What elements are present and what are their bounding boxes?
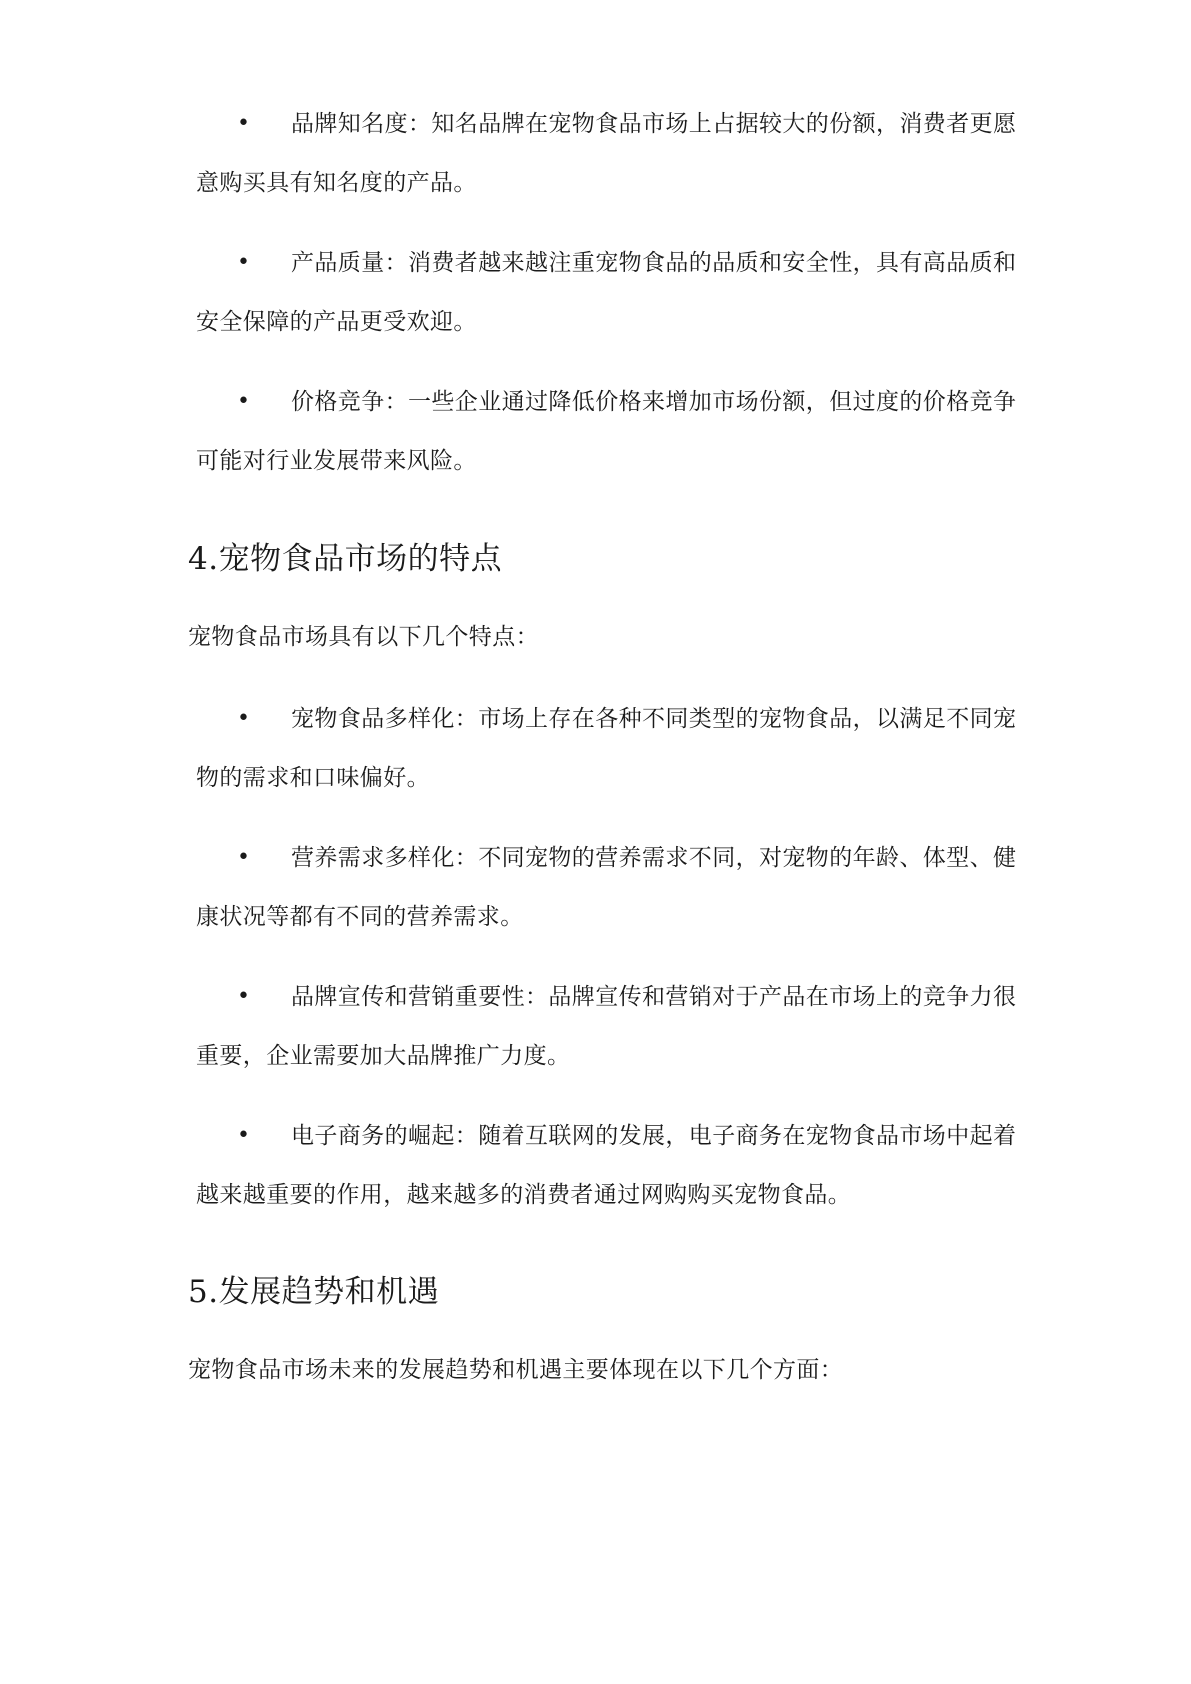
list-item-text-continued: 重要，企业需要加大品牌推广力度。 — [196, 1043, 571, 1069]
bullet-icon: • — [237, 389, 250, 414]
section-heading-4: 4.宠物食品市场的特点 — [188, 541, 503, 577]
bullet-icon: • — [237, 111, 250, 136]
bullet-icon: • — [237, 706, 250, 731]
list-item-text-continued: 物的需求和口味偏好。 — [196, 765, 430, 791]
bullet-icon: • — [237, 1123, 250, 1148]
list-item-text: 品牌知名度：知名品牌在宠物食品市场上占据较大的份额，消费者更愿 — [291, 111, 1017, 137]
list-item-text-continued: 可能对行业发展带来风险。 — [196, 448, 477, 474]
section-5-intro: 宠物食品市场未来的发展趋势和机遇主要体现在以下几个方面： — [188, 1357, 844, 1383]
list-item-text: 宠物食品多样化：市场上存在各种不同类型的宠物食品，以满足不同宠 — [291, 706, 1017, 732]
bullet-icon: • — [237, 984, 250, 1009]
section-heading-5: 5.发展趋势和机遇 — [188, 1274, 440, 1310]
bullet-icon: • — [237, 250, 250, 275]
list-item-text-continued: 安全保障的产品更受欢迎。 — [196, 309, 477, 335]
list-item-text-continued: 越来越重要的作用，越来越多的消费者通过网购购买宠物食品。 — [196, 1182, 852, 1208]
list-item-text: 营养需求多样化：不同宠物的营养需求不同，对宠物的年龄、体型、健 — [291, 845, 1017, 871]
list-item-text: 价格竞争：一些企业通过降低价格来增加市场份额，但过度的价格竞争 — [291, 389, 1017, 415]
section-4-intro: 宠物食品市场具有以下几个特点： — [188, 624, 539, 650]
list-item-text: 电子商务的崛起：随着互联网的发展，电子商务在宠物食品市场中起着 — [291, 1123, 1017, 1149]
bullet-icon: • — [237, 845, 250, 870]
list-item-text: 品牌宣传和营销重要性：品牌宣传和营销对于产品在市场上的竞争力很 — [291, 984, 1017, 1010]
list-item-text: 产品质量：消费者越来越注重宠物食品的品质和安全性，具有高品质和 — [291, 250, 1017, 276]
list-item-text-continued: 意购买具有知名度的产品。 — [196, 170, 477, 196]
list-item-text-continued: 康状况等都有不同的营养需求。 — [196, 904, 524, 930]
